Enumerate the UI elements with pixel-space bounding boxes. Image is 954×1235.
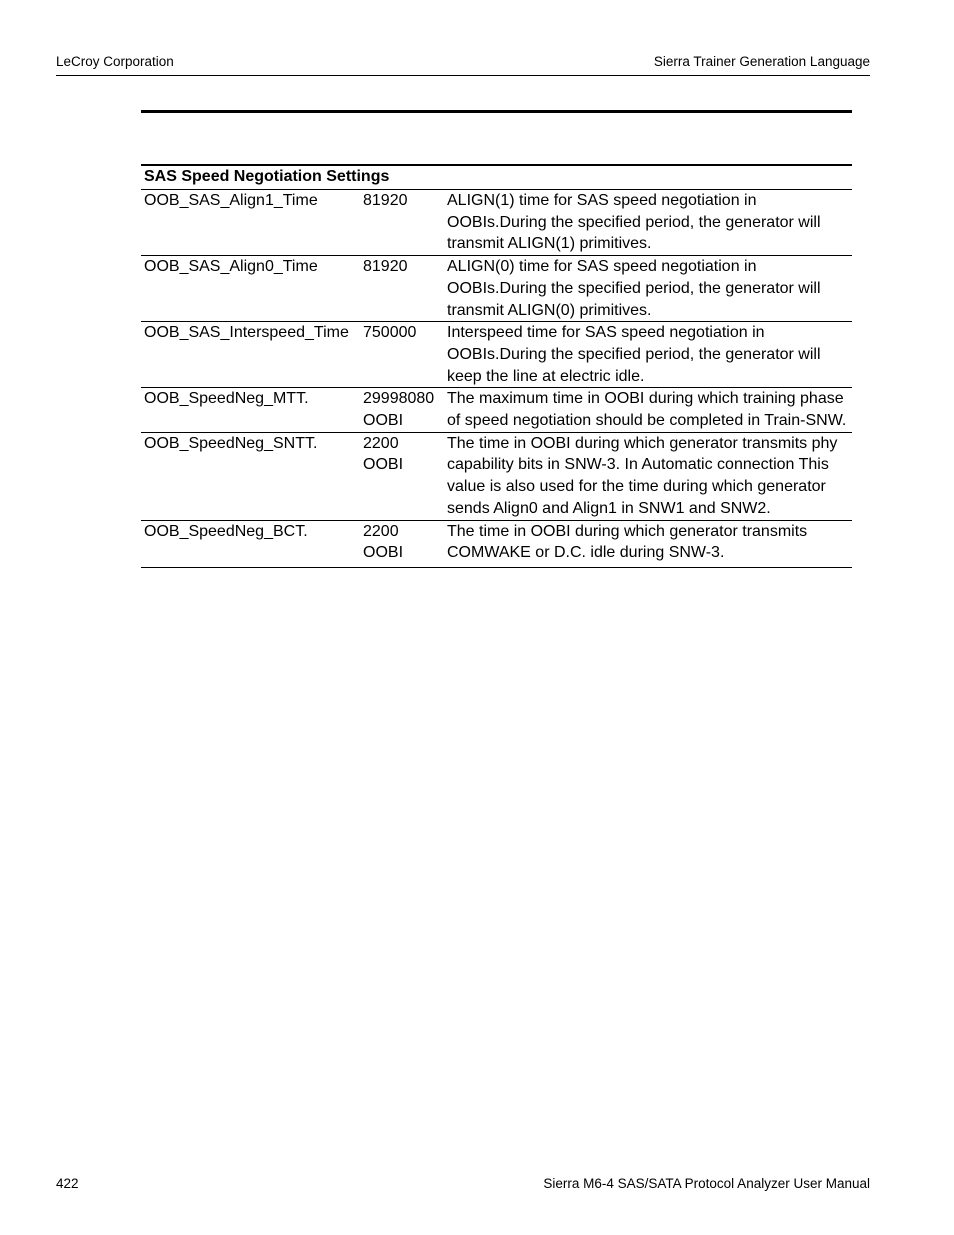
table-row — [141, 433, 852, 521]
setting-description: The time in OOBI during which generator transmits COMWAKE or D.C. idle during SNW-3. — [447, 522, 808, 562]
setting-value-cell — [360, 256, 444, 321]
table-row — [141, 521, 852, 568]
setting-name: OOB_SAS_Interspeed_Time — [144, 324, 349, 342]
setting-value-cell — [360, 521, 444, 564]
table-row — [141, 322, 852, 388]
header-company: LeCroy Corporation — [56, 54, 174, 69]
setting-value: 29998080 — [363, 390, 435, 408]
setting-value: 2200 — [363, 434, 399, 452]
setting-name: OOB_SpeedNeg_BCT. — [144, 522, 308, 540]
setting-value-cell — [360, 190, 444, 255]
top-rule-divider — [141, 110, 852, 113]
setting-description: Interspeed time for SAS speed negotiation in OOBIs.During the specified period, the generator will keep the line at electric idle. — [447, 324, 821, 385]
table-row — [141, 388, 852, 432]
setting-value: 2200 — [363, 522, 399, 540]
page-header — [56, 53, 870, 76]
setting-unit: OOBI — [363, 456, 404, 474]
setting-value-cell — [360, 388, 444, 431]
table-title: SAS Speed Negotiation Settings — [141, 166, 852, 190]
setting-value: 81920 — [363, 192, 408, 209]
table-row — [141, 256, 852, 322]
setting-value-cell — [360, 322, 444, 387]
setting-description: ALIGN(0) time for SAS speed negotiation in OOBIs.During the specified period, the generator will transmit ALIGN(0) primitives. — [447, 258, 821, 319]
setting-name: OOB_SpeedNeg_MTT. — [144, 390, 309, 408]
setting-description: ALIGN(1) time for SAS speed negotiation in OOBIs.During the specified period, the generator will transmit ALIGN(1) primitives. — [447, 192, 821, 253]
setting-name: OOB_SpeedNeg_SNTT. — [144, 434, 318, 452]
header-document-title: Sierra Trainer Generation Language — [653, 54, 870, 69]
setting-description: The maximum time in OOBI during which training phase of speed negotiation should be completed in Train-SNW. — [447, 390, 847, 430]
setting-name: OOB_SAS_Align1_Time — [144, 192, 318, 209]
setting-unit: OOBI — [363, 544, 404, 562]
setting-value: 81920 — [363, 258, 408, 276]
setting-value: 750000 — [363, 324, 417, 342]
setting-description: The time in OOBI during which generator transmits phy capability bits in SNW-3. In Automatic connection This value is also used for the time during which generator sends Align0 and Align1 in SNW1 and SNW2. — [447, 434, 838, 517]
footer-manual-title: Sierra M6-4 SAS/SATA Protocol Analyzer User Manual — [543, 1176, 870, 1191]
setting-name: OOB_SAS_Align0_Time — [144, 258, 318, 276]
setting-unit: OOBI — [363, 412, 404, 430]
page-number: 422 — [56, 1176, 79, 1191]
table-row — [141, 190, 852, 256]
settings-table — [141, 164, 852, 568]
setting-value-cell — [360, 433, 444, 520]
